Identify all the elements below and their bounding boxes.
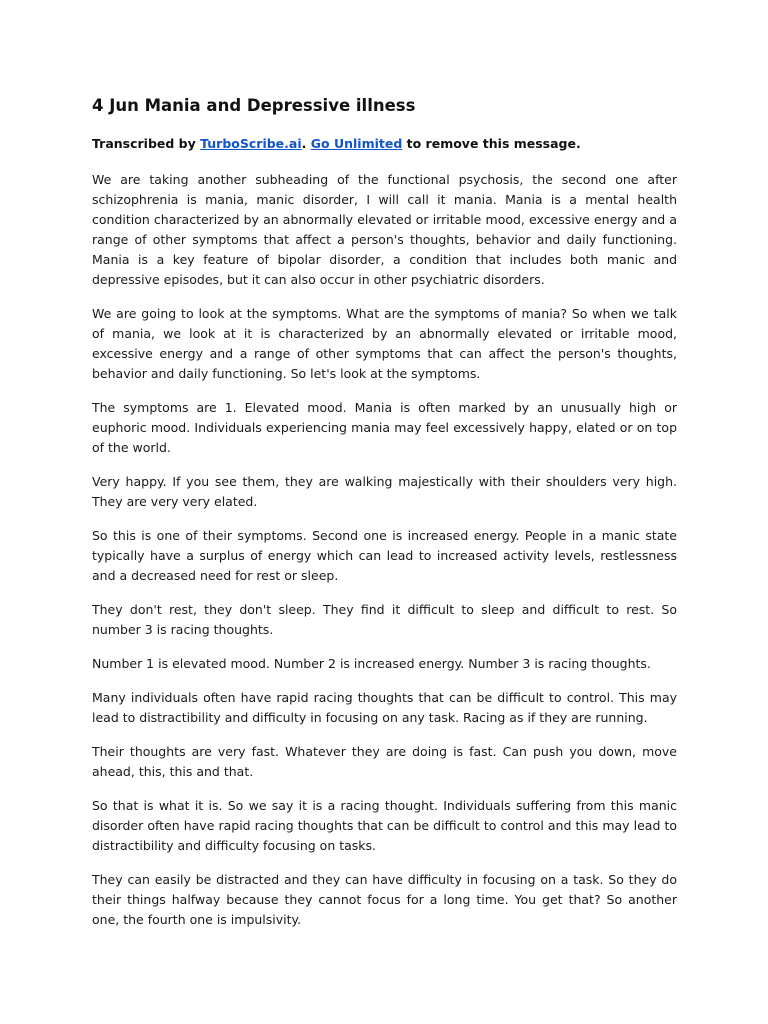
paragraph: They can easily be distracted and they can have difficulty in focusing on a task. So they do their things halfway because they cannot focus for a long time. You get that? So another one, the fourth one is impulsivity. <box>92 872 677 927</box>
paragraph: Number 1 is elevated mood. Number 2 is increased energy. Number 3 is racing thoughts. <box>92 656 651 671</box>
paragraph: They don't rest, they don't sleep. They find it difficult to sleep and difficult to rest. So number 3 is racing thoughts. <box>92 602 677 637</box>
transcription-banner <box>92 134 677 154</box>
document-page <box>92 94 677 944</box>
document-title: 4 Jun Mania and Depressive illness <box>92 96 416 115</box>
turboscribe-link[interactable]: TurboScribe.ai <box>200 136 302 151</box>
paragraph: Many individuals often have rapid racing thoughts that can be difficult to control. This may lead to distractibility and difficulty in focusing on any task. Racing as if they are running. <box>92 690 677 725</box>
banner-separator: . <box>301 136 311 151</box>
banner-suffix: to remove this message. <box>402 136 581 151</box>
paragraph: The symptoms are 1. Elevated mood. Mania is often marked by an unusually high or euphoric mood. Individuals experiencing mania may feel excessively happy, elated or on top of the world. <box>92 400 677 455</box>
paragraph: So this is one of their symptoms. Second one is increased energy. People in a manic state typically have a surplus of energy which can lead to increased activity levels, restlessness and a decreased need for rest or sleep. <box>92 528 677 583</box>
paragraph: We are going to look at the symptoms. What are the symptoms of mania? So when we talk of mania, we look at it is characterized by an abnormally elevated or irritable mood, excessive energy and a range of other symptoms that can affect the person's thoughts, behavior and daily functioning. So let's look at the symptoms. <box>92 306 677 381</box>
go-unlimited-link[interactable]: Go Unlimited <box>310 136 403 151</box>
paragraph: Very happy. If you see them, they are walking majestically with their shoulders very high. They are very very elated. <box>92 474 677 509</box>
banner-prefix: Transcribed by <box>92 136 201 151</box>
paragraph: We are taking another subheading of the functional psychosis, the second one after schizophrenia is mania, manic disorder, I will call it mania. Mania is a mental health condition characterized by an abnormally elevated or irritable mood, excessive energy and a range of other symptoms that affect a person's thoughts, behavior and daily functioning. Mania is a key feature of bipolar disorder, a condition that includes both manic and depressive episodes, but it can also occur in other psychiatric disorders. <box>92 172 677 287</box>
paragraph: So that is what it is. So we say it is a racing thought. Individuals suffering from this manic disorder often have rapid racing thoughts that can be difficult to control and this may lead to distractibility and difficulty focusing on tasks. <box>92 798 677 853</box>
paragraph: Their thoughts are very fast. Whatever they are doing is fast. Can push you down, move ahead, this, this and that. <box>92 744 677 779</box>
